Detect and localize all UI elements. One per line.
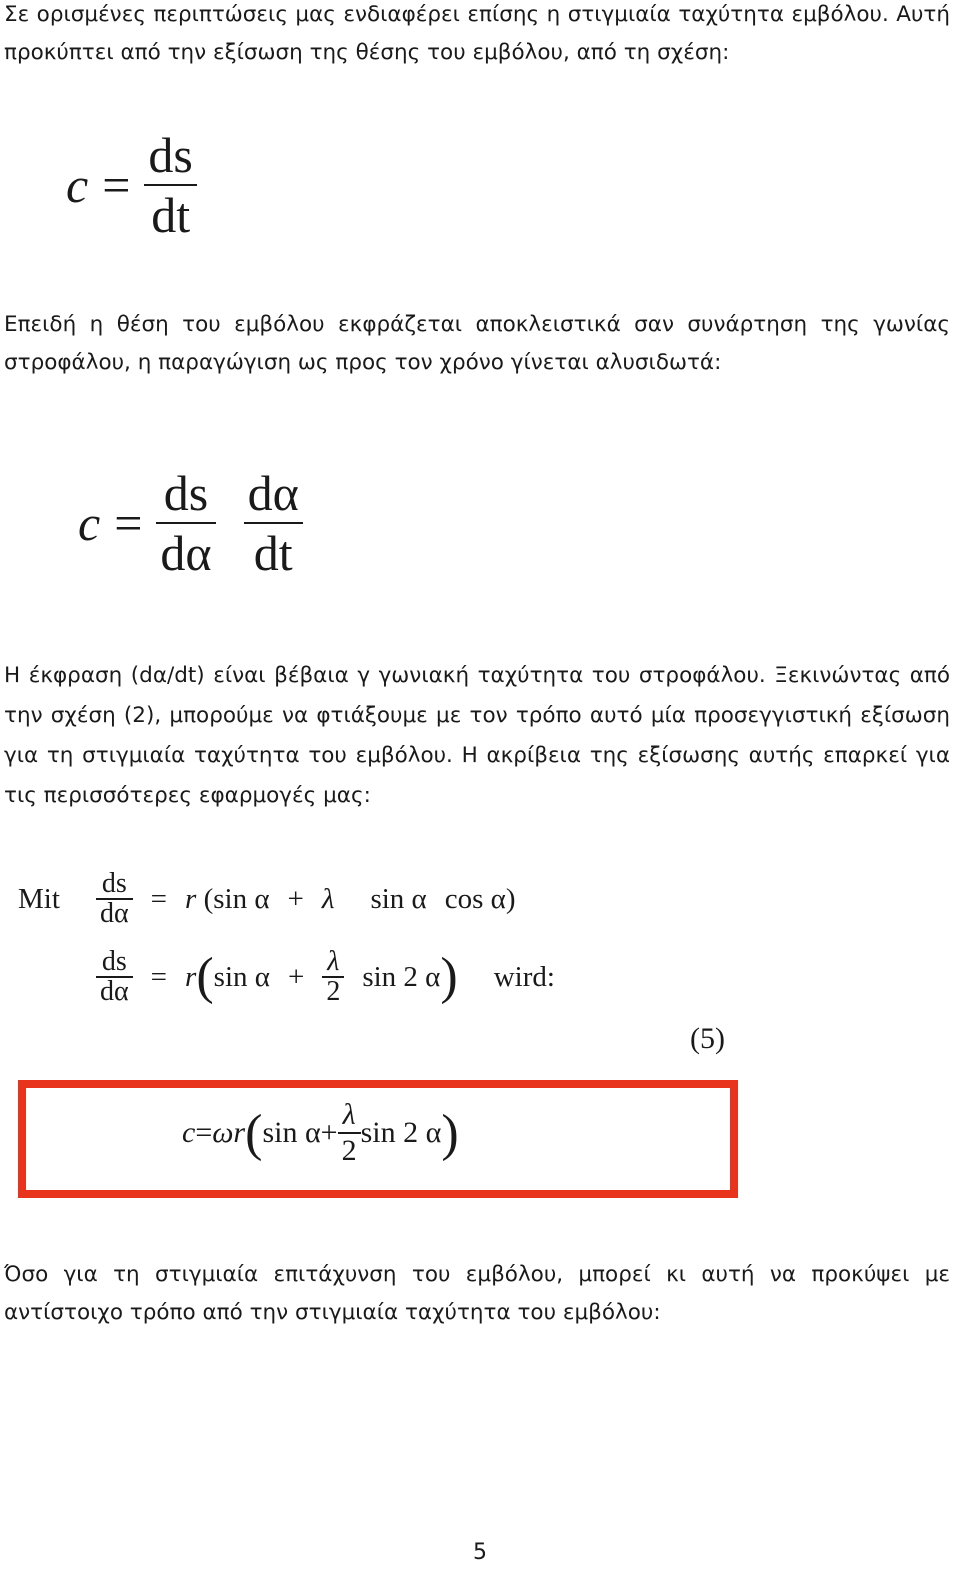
- ds-dalpha-fraction: $\frac{ds}{d\alpha}$: [96, 870, 133, 928]
- equals-sign: =: [102, 157, 131, 213]
- chain-rule-equation: [78, 464, 303, 582]
- lambda-half-fraction: $\frac{\lambda}{2}$: [338, 1098, 361, 1168]
- velocity-definition-equation: [66, 126, 197, 244]
- ds-dt-fraction: $\frac{ds}{dt}$: [144, 126, 196, 244]
- lambda-half-fraction: $\frac{\lambda}{2}$: [322, 948, 344, 1006]
- mit-label: Mit: [18, 882, 60, 915]
- c-symbol: c: [66, 157, 89, 213]
- acceleration-paragraph: Όσο για τη στιγμιαία επιτάχυνση του εμβόλου, μπορεί κι αυτή να προκύψει με αντίστοιχο τρόπο από την στιγμιαία ταχύτητα του εμβόλου:: [4, 1262, 950, 1325]
- page-number: 5: [473, 1540, 487, 1565]
- derivation-block: [18, 860, 555, 1016]
- ds-dalpha-fraction: $\frac{ds}{d\alpha}$: [96, 948, 133, 1006]
- chain-rule-paragraph: Επειδή η θέση του εμβόλου εκφράζεται αποκλειστικά σαν συνάρτηση της γωνίας στροφάλου, η παραγώγιση ως προς τον χρόνο γίνεται αλυσιδωτά:: [4, 312, 950, 375]
- intro-paragraph: Σε ορισμένες περιπτώσεις μας ενδιαφέρει επίσης η στιγμιαία ταχύτητα εμβόλου. Αυτή προκύπτει από την εξίσωση της θέσης του εμβόλου, από τη σχέση:: [4, 2, 950, 65]
- ds-dalpha-fraction: $\frac{ds}{d\alpha}$: [156, 464, 215, 582]
- wird-label: wird:: [493, 960, 555, 993]
- equals-sign: =: [114, 495, 143, 551]
- c-symbol: c: [78, 495, 101, 551]
- piston-velocity-equation: c = ωr ( sin α + $\frac{\lambda}{2}$ sin 2 α ): [182, 1098, 459, 1167]
- dalpha-dt-fraction: $\frac{d\alpha}{dt}$: [244, 464, 303, 582]
- derivation-row-1: Mit $\frac{ds}{d\alpha}$ = r ( sin α + λ sin α cos α): [18, 868, 516, 929]
- derivation-row-2: $\frac{ds}{d\alpha}$ = r ( sin α + $\frac{\lambda}{2}$ sin 2 α ) wird:: [18, 938, 555, 1016]
- angular-velocity-paragraph: Η έκφραση (dα/dt) είναι βέβαια γ γωνιακή ταχύτητα του στροφάλου. Ξεκινώντας από την σχέση (2), μπορούμε να φτιάξουμε με τον τρόπο αυτό μία προσεγγιστική εξίσωση για τη στιγμιαία ταχύτητα του εμβόλου. Η ακρίβεια της εξίσωσης αυτής επαρκεί για τις περισσότερες εφαρμογές μας:: [4, 663, 950, 808]
- equation-number: (5): [690, 1022, 725, 1055]
